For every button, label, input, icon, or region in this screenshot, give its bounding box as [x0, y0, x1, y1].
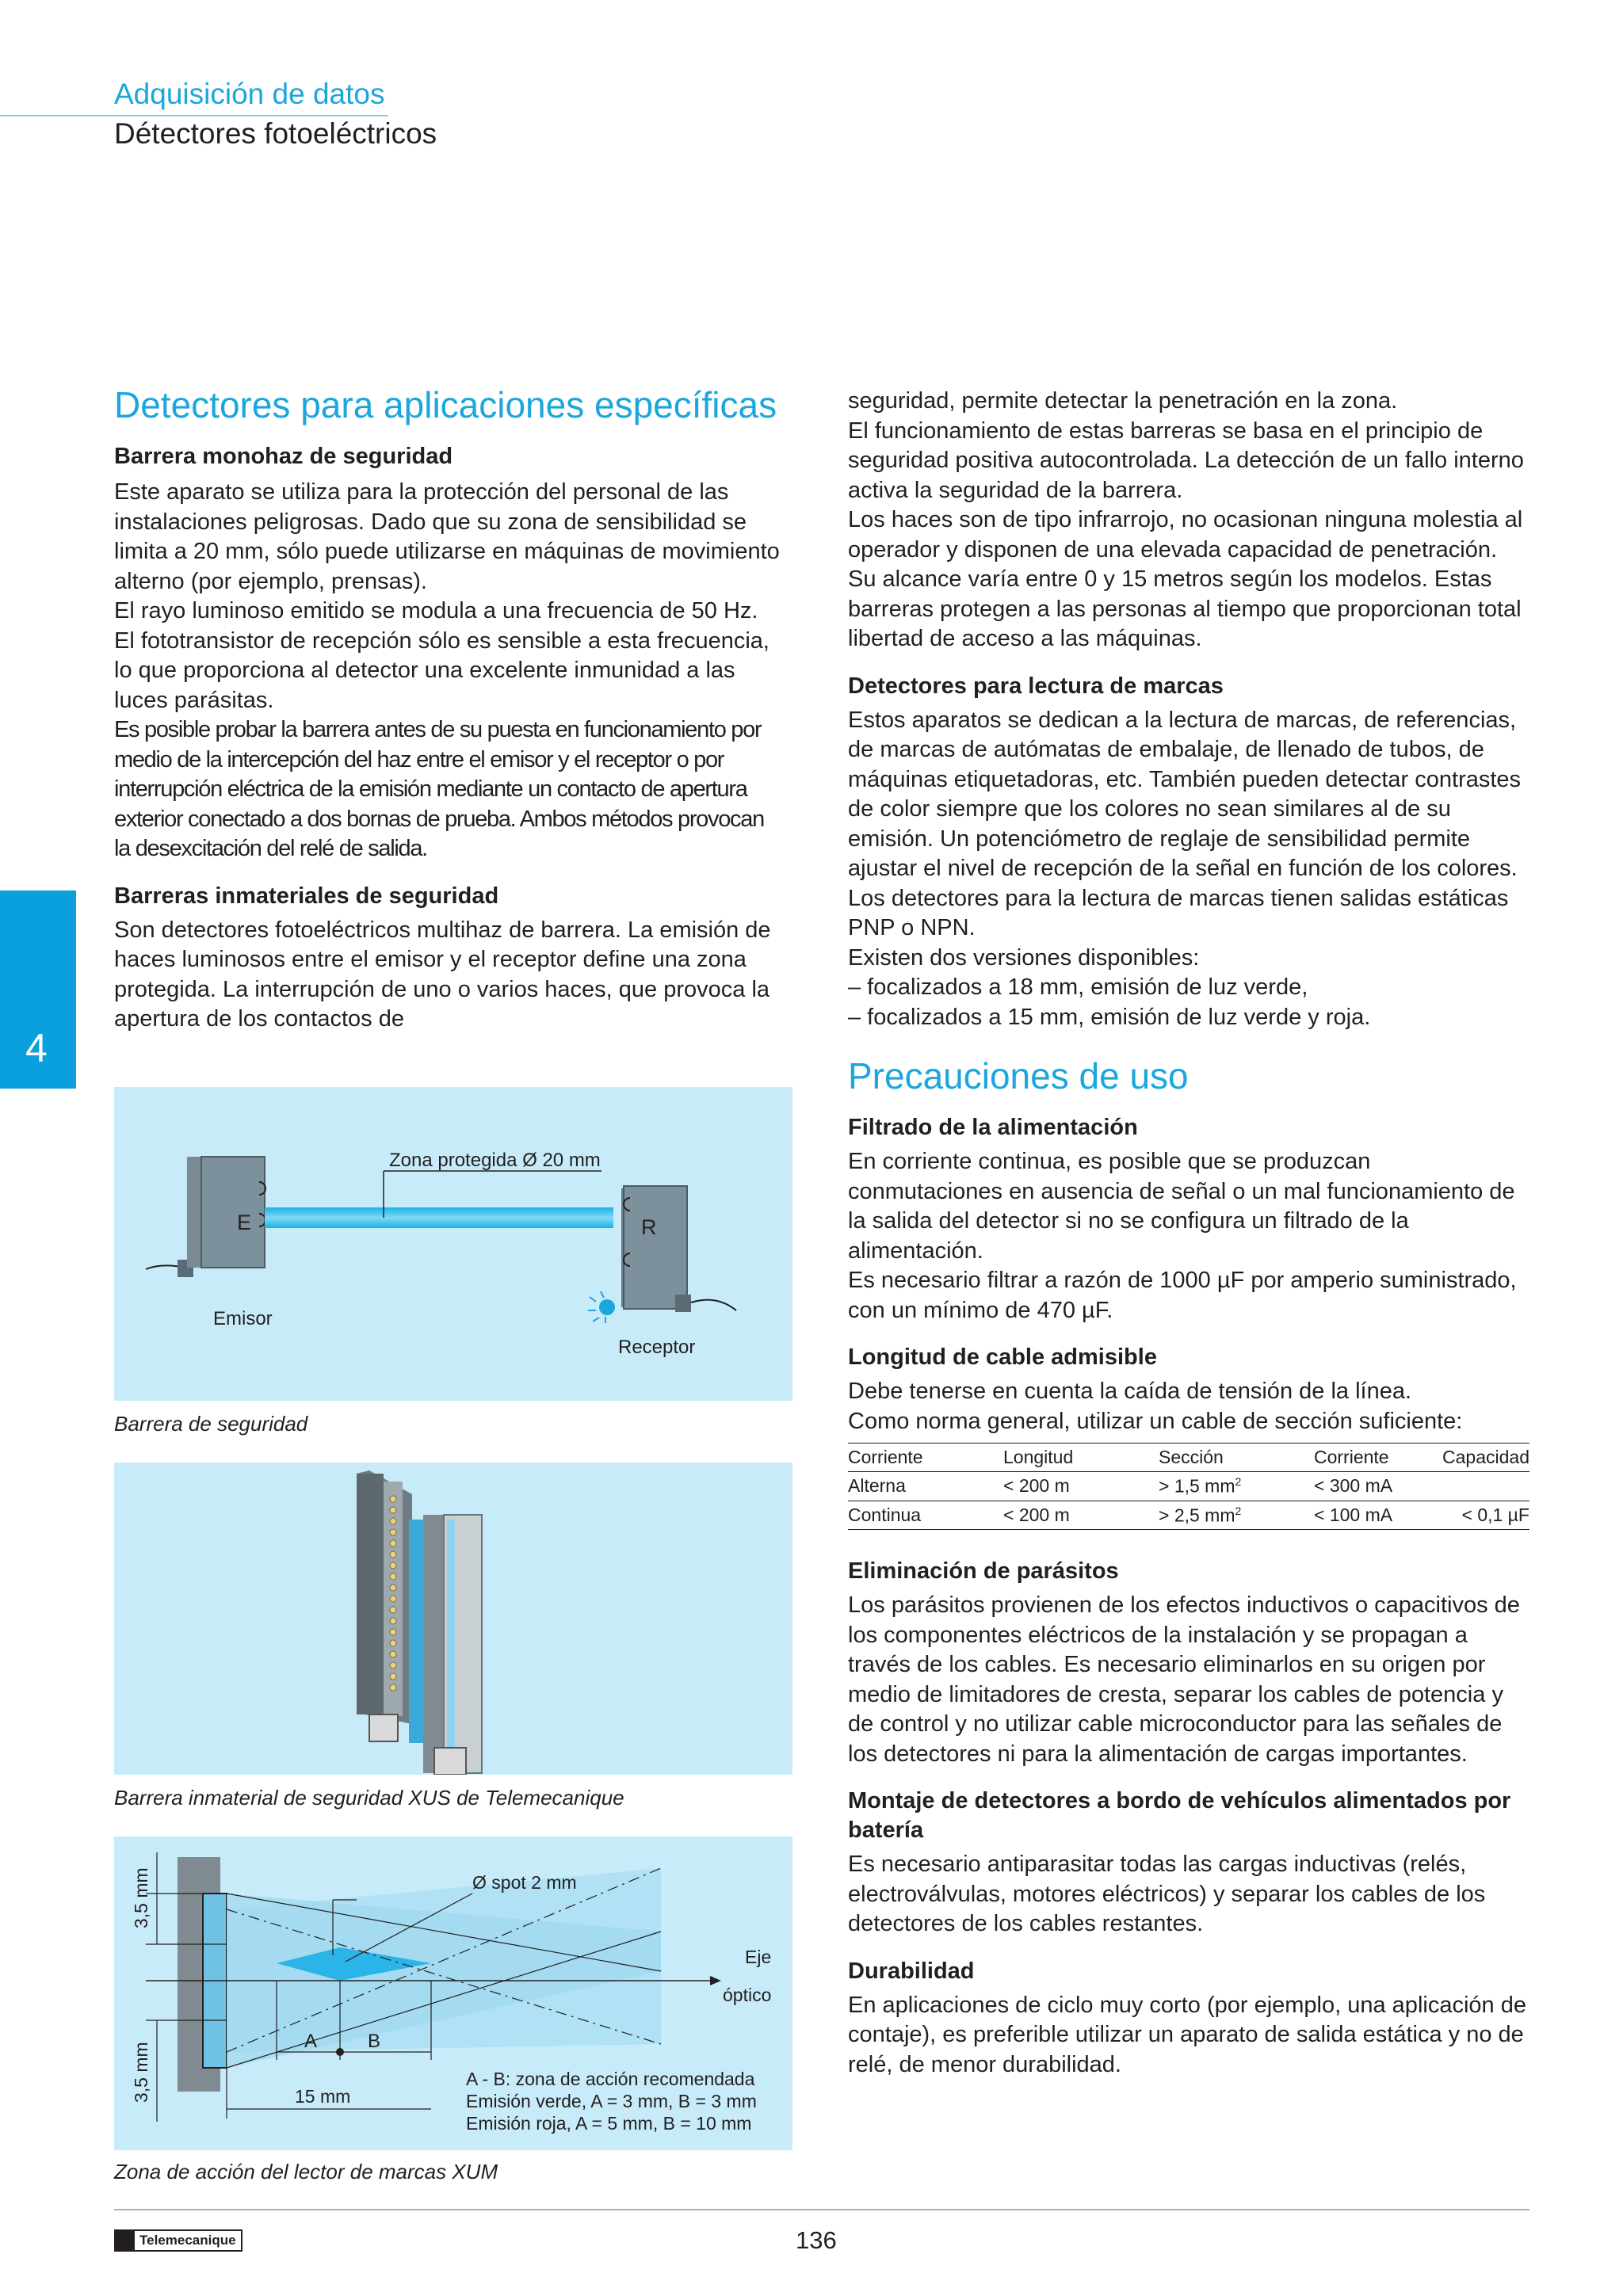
note-1: A - B: zona de acción recomendada: [466, 2069, 755, 2089]
zone-label: Zona protegida Ø 20 mm: [389, 1150, 601, 1171]
brand-logo: [114, 2229, 242, 2252]
section-title: Adquisición de datos: [114, 78, 385, 110]
table-header-row: [848, 1444, 1529, 1472]
axis-label-optico: óptico: [723, 1985, 772, 2005]
right-title: Precauciones de uso: [848, 1055, 1189, 1097]
light-beam: [265, 1207, 613, 1228]
zona-accion-diagram: [114, 1836, 792, 2150]
label-a: A: [304, 2031, 318, 2052]
figure-zona-accion: [114, 1836, 792, 2150]
emitter-column: [357, 1474, 384, 1714]
table-cell: < 100 mA: [1314, 1501, 1433, 1530]
table-row: [848, 1472, 1529, 1501]
table-cell: < 300 mA: [1314, 1472, 1433, 1501]
s1-p2: El rayo luminoso emitido se modula a una frecuencia de 50 Hz. El fototransistor de recepción sólo es sensible a esta frecuencia, lo que proporciona al detector una excelente inmunidad a las luces parásitas.: [114, 598, 769, 713]
s1-heading: Barrera monohaz de seguridad: [114, 444, 453, 469]
s3-heading: Detectores para lectura de marcas: [848, 673, 1224, 699]
receiver-led: [599, 1299, 615, 1315]
table-header: Capacidad: [1433, 1444, 1529, 1472]
header-divider: [0, 115, 388, 116]
note-3: Emisión roja, A = 5 mm, B = 10 mm: [466, 2113, 752, 2134]
axis-label-eje: Eje: [745, 1947, 772, 1967]
s2-p1: Son detectores fotoeléctricos multihaz de barrera. La emisión de haces luminosos entre el emisor y el receptor define una zona protegida. La interrupción de uno o varios haces, que provoca la apertura de los contactos de: [114, 917, 771, 1032]
figure-barrera-inmaterial: [114, 1463, 792, 1775]
table-cell: < 0,1 µF: [1433, 1501, 1529, 1530]
distance-label: 15 mm: [295, 2086, 351, 2107]
cont-p1: seguridad, permite detectar la penetración en la zona.: [848, 388, 1398, 414]
cable-table: [848, 1444, 1529, 1530]
emitter-body: [201, 1157, 265, 1268]
cont-p3: Los haces son de tipo infrarrojo, no ocasionan ninguna molestia al operador y disponen de una elevada capacidad de penetración. Su alcance varía entre 0 y 15 metros según los modelos. Estas barreras protegen a las personas al tiempo que proporcionan total libertad de acceso a las máquinas.: [848, 507, 1523, 651]
fig3-caption: Zona de acción del lector de marcas XUM: [114, 2160, 498, 2183]
left-title: Detectores para aplicaciones específicas: [114, 384, 777, 425]
table-cell: > 2,5 $mm^2$: [1159, 1501, 1314, 1530]
table-cell: < 200 m: [1003, 1472, 1159, 1501]
s3-p2: Existen dos versiones disponibles:: [848, 944, 1200, 971]
s3-li2: – focalizados a 15 mm, emisión de luz verde y roja.: [848, 1004, 1371, 1030]
receiver-letter: R: [641, 1215, 657, 1239]
table-cell: Continua: [848, 1501, 1003, 1530]
chapter-tab: [0, 891, 76, 1089]
barrera-seguridad-diagram: [114, 1087, 792, 1401]
fig1-caption: Barrera de seguridad: [114, 1412, 308, 1436]
receiver-label: Receptor: [618, 1337, 696, 1358]
s5-p2: Como norma general, utilizar un cable de sección suficiente:: [848, 1408, 1463, 1434]
s5-p1: Debe tenerse en cuenta la caída de tensión de la línea.: [848, 1379, 1412, 1404]
receiver-column: [423, 1515, 444, 1773]
left-column: [114, 383, 780, 1035]
dim-bottom-label: 3,5 mm: [131, 2042, 151, 2103]
cont-p2: El funcionamiento de estas barreras se basa en el principio de seguridad positiva autocontrolada. La detección de un fallo interno activa la seguridad de la barrera.: [848, 418, 1524, 503]
table-header: Corriente: [1314, 1444, 1433, 1472]
s7-heading: Montaje de detectores a bordo de vehículos alimentados por batería: [848, 1788, 1511, 1844]
brand-mark-icon: [116, 2231, 135, 2250]
dim-top-label: 3,5 mm: [131, 1867, 151, 1928]
s5-heading: Longitud de cable admisible: [848, 1344, 1157, 1370]
table-cell: > 1,5 $mm^2$: [1159, 1472, 1314, 1501]
s4-p1: En corriente continua, es posible que se produzcan conmutaciones en ausencia de señal o un mal funcionamiento de la salida del detector si no se configura un filtrado de la alimentación.: [848, 1149, 1515, 1264]
emitter-label: Emisor: [213, 1308, 273, 1329]
table-row: [848, 1501, 1529, 1530]
s7-p1: Es necesario antiparasitar todas las cargas inductivas (relés, electroválvulas, motores eléctricos) y separar los cables de los detectores de los cables restantes.: [848, 1852, 1486, 1937]
spot-label: Ø spot 2 mm: [472, 1872, 577, 1893]
s1-p3: Es posible probar la barrera antes de su puesta en funcionamiento por medio de la intercepción del haz entre el emisor y el receptor o por interrupción eléctrica de la emisión mediante un contacto de apertura exterior conectado a dos bornas de prueba. Ambos métodos provocan la desexcitación del relé de salida.: [114, 717, 764, 861]
footer-divider: [114, 2209, 1529, 2210]
table-cell: [1433, 1472, 1529, 1501]
s3-li1: – focalizados a 18 mm, emisión de luz verde,: [848, 974, 1308, 1000]
emitter-letter: E: [237, 1211, 252, 1234]
table-cell: Alterna: [848, 1472, 1003, 1501]
s4-heading: Filtrado de la alimentación: [848, 1115, 1138, 1140]
label-b: B: [368, 2031, 381, 2052]
chapter-number: 4: [25, 1026, 48, 1070]
subsection-title: Détectores fotoeléctricos: [114, 117, 437, 150]
table-header: Sección: [1159, 1444, 1314, 1472]
s8-p1: En aplicaciones de ciclo muy corto (por ejemplo, una aplicación de contaje), es preferible utilizar un aparato de salida estática y no de relé, de menor durabilidad.: [848, 1992, 1526, 2077]
right-column: [848, 387, 1529, 2080]
s2-heading: Barreras inmateriales de seguridad: [114, 883, 499, 909]
barrera-inmaterial-illustration: [114, 1463, 792, 1775]
table-header: Corriente: [848, 1444, 1003, 1472]
s1-p1: Este aparato se utiliza para la protección del personal de las instalaciones peligrosas. Dado que su zona de sensibilidad se limita a 20 mm, sólo puede utilizarse en máquinas de movimiento alterno (por ejemplo, prensas).: [114, 479, 780, 594]
fig2-caption: Barrera inmaterial de seguridad XUS de Telemecanique: [114, 1786, 624, 1810]
table-cell: < 200 m: [1003, 1501, 1159, 1530]
s3-p1: Estos aparatos se dedican a la lectura de marcas, de referencias, de marcas de autómatas de embalaje, de llenado de tubos, de máquinas etiquetadoras, etc. También pueden detectar contrastes de color siempre que los colores no sean similares al de su emisión. Un potenciómetro de reglaje de sensibilidad permite ajustar el nivel de recepción de la señal en función de los colores. Los detectores para la lectura de marcas tienen salidas estáticas PNP o NPN.: [848, 707, 1522, 940]
s4-p2: Es necesario filtrar a razón de 1000 µF por amperio suministrado, con un mínimo de 470 µF.: [848, 1268, 1517, 1323]
s6-p1: Los parásitos provienen de los efectos inductivos o capacitivos de los componentes eléctricos de la instalación y se propagan a través de los cables. Es necesario eliminarlos en su origen por medio de limitadores de cresta, separar los cables de potencia y de control y no utilizar cable microconductor para las señales de los detectores ni para la alimentación de cargas importantes.: [848, 1592, 1520, 1767]
s6-heading: Eliminación de parásitos: [848, 1558, 1119, 1585]
brand-name: Telemecanique: [139, 2233, 236, 2248]
s8-heading: Durabilidad: [848, 1958, 975, 1984]
receiver-body: [624, 1186, 687, 1309]
table-header: Longitud: [1003, 1444, 1159, 1472]
figure-barrera-seguridad: [114, 1087, 792, 1401]
page-number: 136: [796, 2226, 837, 2254]
note-2: Emisión verde, A = 3 mm, B = 3 mm: [466, 2091, 757, 2111]
